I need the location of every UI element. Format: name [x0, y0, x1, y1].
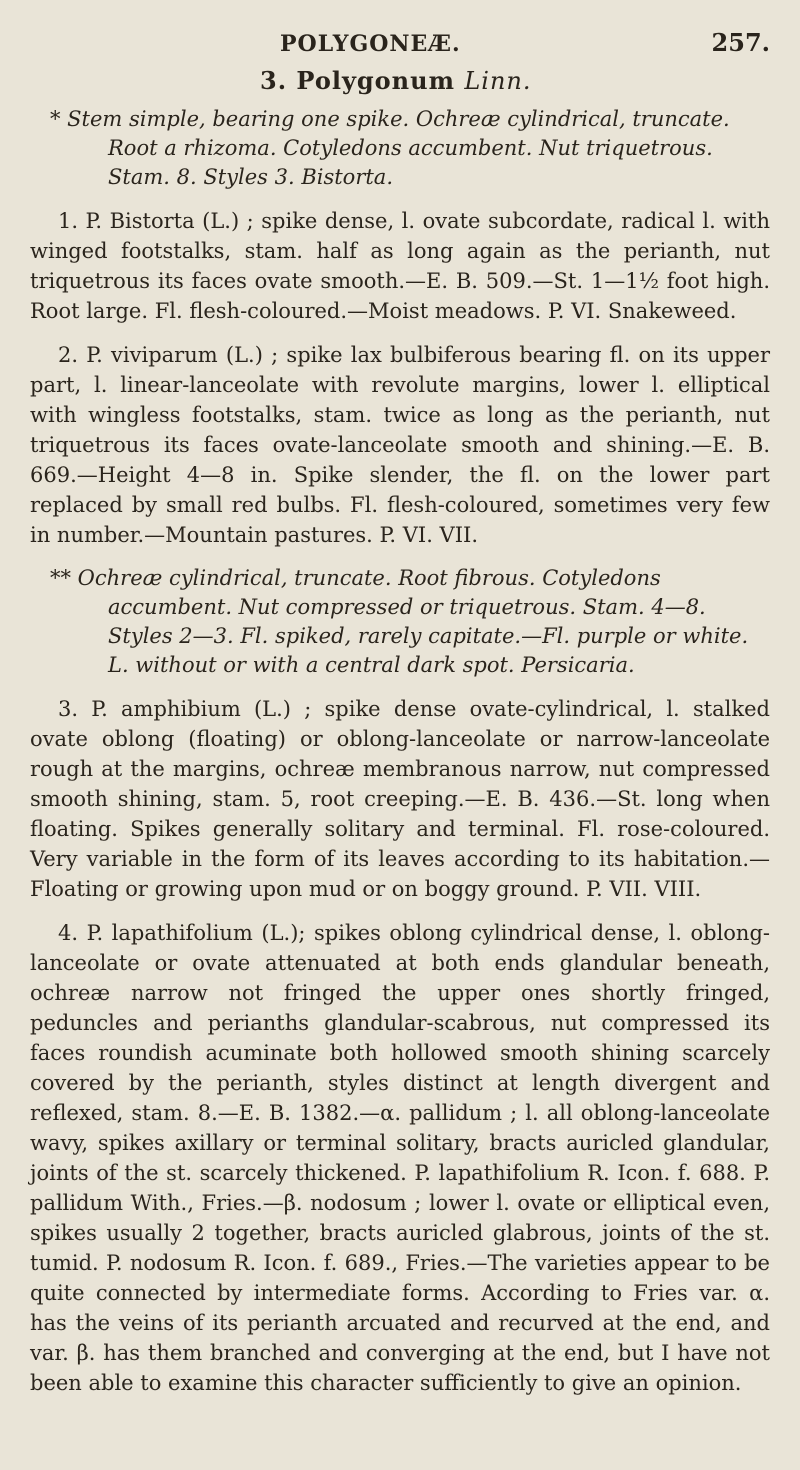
running-head — [30, 28, 770, 62]
genus-number: 3. — [260, 66, 288, 95]
species-entry-viviparum: 2. P. viviparum (L.) ; spike lax bulbiferous bearing fl. on its upper part, l. linear-lanceolate with revolute margins, lower l. elliptical with wingless footstalks, stam. twice as long as the perianth, nut triquetrous its faces ovate-lanceolate smooth and shining.—E. B. 669.—Height 4—8 in. Spike slender, the fl. on the lower part replaced by small red bulbs. Fl. flesh-coloured, sometimes very few in number.—Mountain pastures. P. VI. VII. — [30, 343, 770, 547]
genus-authority: Linn. — [464, 67, 532, 95]
species-entry-bistorta: 1. P. Bistorta (L.) ; spike dense, l. ovate subcordate, radical l. with winged footstalks, stam. half as long again as the perianth, nut triquetrous its faces ovate smooth.—E. B. 509.—St. 1—1½ foot high. Root large. Fl. flesh-coloured.—Moist meadows. P. VI. Snakeweed. — [30, 209, 770, 323]
species-entry-lapathifolium: 4. P. lapathifolium (L.); spikes oblong cylindrical dense, l. oblong-lanceolate or ovate attenuated at both ends glandular beneath, ochreæ narrow not fringed the upper ones shortly fringed, peduncles and perianths glandular-scabrous, nut compressed its faces roundish acuminate both hollowed smooth shining scarcely covered by the perianth, styles distinct at length divergent and reflexed, stam. 8.—E. B. 1382.—α. pallidum ; l. all oblong-lanceolate wavy, spikes axillary or terminal solitary, bracts auricled glandular, joints of the st. scarcely thickened. P. lapathifolium R. Icon. f. 688. P. pallidum With., Fries.—β. nodosum ; lower l. ovate or elliptical even, spikes usually 2 together, bracts auricled glabrous, joints of the st. tumid. P. nodosum R. Icon. f. 689., Fries.—The varieties appear to be quite connected by intermediate forms. According to Fries var. α. has the veins of its perianth arcuated and recurved at the end, and var. β. has them branched and converging at the end, but I have not been able to examine this character sufficiently to give an opinion. — [30, 921, 770, 1395]
running-title: POLYGONEÆ. — [280, 31, 461, 57]
genus-name: Polygonum — [296, 66, 455, 95]
section-key-persicaria: ** Ochreæ cylindrical, truncate. Root fibrous. Cotyledons accumbent. Nut compressed or triquetrous. Stam. 4—8. Styles 2—3. Fl. spiked, rarely capitate.—Fl. purple or white. L. without or with a central dark spot. Persicaria. — [50, 566, 749, 677]
page-number: 257. — [711, 28, 770, 57]
genus-heading — [30, 66, 770, 95]
section-key-bistorta: * Stem simple, bearing one spike. Ochreæ cylindrical, truncate. Root a rhizoma. Cotyledons accumbent. Nut triquetrous. Stam. 8. Styles 3. Bistorta. — [50, 107, 730, 189]
species-entry-amphibium: 3. P. amphibium (L.) ; spike dense ovate-cylindrical, l. stalked ovate oblong (floating) or oblong-lanceolate or narrow-lanceolate rough at the margins, ochreæ membranous narrow, nut compressed smooth shining, stam. 5, root creeping.—E. B. 436.—St. long when floating. Spikes generally solitary and terminal. Fl. rose-coloured. Very variable in the form of its leaves according to its habitation.—Floating or growing upon mud or on boggy ground. P. VII. VIII. — [30, 697, 770, 901]
